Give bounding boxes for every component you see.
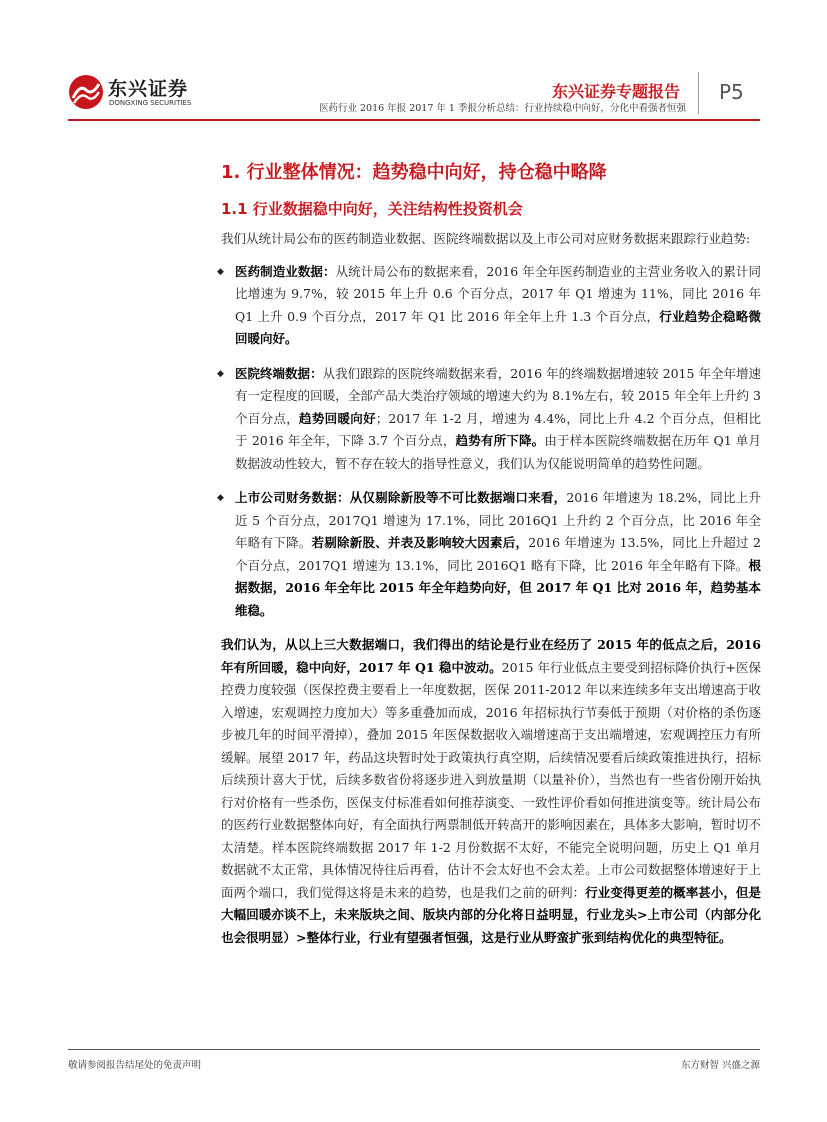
footer-rule <box>68 1049 760 1050</box>
bullet-emphasis: 若剔除新股、并表及影响较大因素后， <box>311 535 529 550</box>
bullet-text: 从我们跟踪的医院终端数据来看，2016 年的终端数据增速较 2015 年全年增速有一定程度的回暖，全部产品大类治疗领域的增速大约为 8.1%左右，较 2015 年全年上升约 3 个百分点， <box>235 365 761 426</box>
logo-english-name: DONGXING SECURITIES <box>109 99 192 107</box>
bullet-listed-company-data <box>221 487 761 622</box>
bullet-emphasis: 趋势回暖向好 <box>299 410 376 426</box>
bullet-text: 2016 年增速为 18.2%，同比上升近 5 个百分点，2017Q1 增速为 17.1%，同比 2016Q1 上升约 2 个百分点，比 2016 年全年略有下降。 <box>235 490 761 550</box>
main-content <box>221 158 761 949</box>
bullet-text: 从统计局公布的数据来看，2016 年全年医药制造业的主营业务收入的累计同比增速为 9.7%，较 2015 年上升 0.6 个百分点，2017 年 Q1 增速为 11%，同比 2016 年 Q1 上升 0.9 个百分点，2017 年 Q1 比 2016 年全年上升 1.3 个百分点， <box>235 263 761 324</box>
footer-disclaimer: 敬请参阅报告结尾处的免责声明 <box>68 1060 202 1071</box>
bullet-label: 医院终端数据： <box>235 365 323 381</box>
bullet-text: 由于样本医院终端数据在历年 Q1 单月数据波动性较大，暂不存在较大的指导性意义，我们认为仅能说明简单的趋势性问题。 <box>235 433 761 471</box>
bullet-emphasis: 趋势有所下降。 <box>455 433 545 448</box>
page-number: P5 <box>719 80 744 104</box>
bullet-label: 医药制造业数据： <box>235 263 336 279</box>
bullet-manufacturing-data <box>221 261 761 351</box>
bullet-text: ；2017 年 1-2 月，增速为 4.4%，同比上升 4.2 个百分点，但相比于 2016 年全年，下降 3.7 个百分点， <box>235 410 761 448</box>
conclusion-emphasis: 行业变得更差的概率甚小，但是大幅回暖亦谈不上，未来版块之间、版块内部的分化将日益明显，行业龙头>上市公司（内部分化也会很明显）>整体行业，行业有望强者恒强，这是行业从野蛮扩张到结构优化的典型特征。 <box>221 884 761 945</box>
footer-slogan: 东方财智 兴盛之源 <box>680 1060 760 1071</box>
intro-paragraph: 我们从统计局公布的医药制造业数据、医院终端数据以及上市公司对应财务数据来跟踪行业趋势: <box>221 231 751 246</box>
report-series-title: 东兴证券专题报告 <box>551 82 680 101</box>
page-header <box>0 0 827 130</box>
bullet-text: 2016 年增速为 13.5%，同比上升超过 2 个百分点，2017Q1 增速为 13.1%，同比 2016Q1 略有下降，比 2016 年全年略有下降。 <box>235 535 761 573</box>
bullet-emphasis: 行业趋势企稳略微回暖向好。 <box>235 308 761 346</box>
conclusion-emphasis: 我们认为，从以上三大数据端口，我们得出的结论是行业在经历了 2015 年的低点之后，2016 年有所回暖，稳中向好，2017 年 Q1 稳中波动。 <box>221 637 761 675</box>
conclusion-text: 2015 年行业低点主要受到招标降价执行+医保控费力度较强（医保控费主要看上一年度数据，医保 2011-2012 年以来连续多年支出增速高于收入增速，宏观调控力度加大）等多重叠加而成，2016 年招标执行节奏低于预期（对价格的杀伤逐步被几年的时间平滑掉），叠加 2015 年医保数据收入端增速高于支出端增速，宏观调控压力有所缓解。展望 2017 年，药品这块暂时处于政策执行真空期，后续情况要看后续政策推进执行，招标后续预计喜大于忧，后续多数省份将逐步进入到放量期（以量补价），当然也有一些省份刚开始执行对价格有一些杀伤，医保支付标准看如何推荐演变、一致性评价看如何推进演变等。统计局公布的医药行业数据整体向好，有全面执行两票制低开转高开的影响因素在，具体多大影响，暂时切不太清楚。样本医院终端数据 2017 年 1-2 月份数据不太好，不能完全说明问题，历史上 Q1 单月数据就不太正常，具体情况待往后再看，估计不会太好也不会太差。上市公司数据整体增速好于上面两个端口，我们觉得这将是未来的趋势，也是我们之前的研判： <box>221 659 761 900</box>
header-divider <box>698 72 699 114</box>
dongxing-logo-icon <box>68 74 104 110</box>
bullet-label: 上市公司财务数据：从仅剔除新股等不可比数据端口来看， <box>235 490 567 505</box>
header-rule <box>68 119 760 121</box>
subsection-heading: 1.1 行业数据稳中向好，关注结构性投资机会 <box>221 200 523 218</box>
bullet-hospital-data <box>221 363 761 476</box>
report-subtitle: 医药行业 2016 年报 2017 年 1 季报分析总结：行业持续稳中向好，分化中看强者恒强 <box>318 103 686 114</box>
company-logo <box>68 74 208 114</box>
conclusion-paragraph <box>221 634 761 949</box>
bullet-emphasis: 根据数据，2016 年全年比 2015 年全年趋势向好，但 2017 年 Q1 比对 2016 年，趋势基本维稳。 <box>235 557 761 618</box>
logo-chinese-name: 东兴证券 <box>108 78 189 100</box>
section-heading: 1. 行业整体情况：趋势稳中向好，持仓稳中略降 <box>221 162 607 183</box>
